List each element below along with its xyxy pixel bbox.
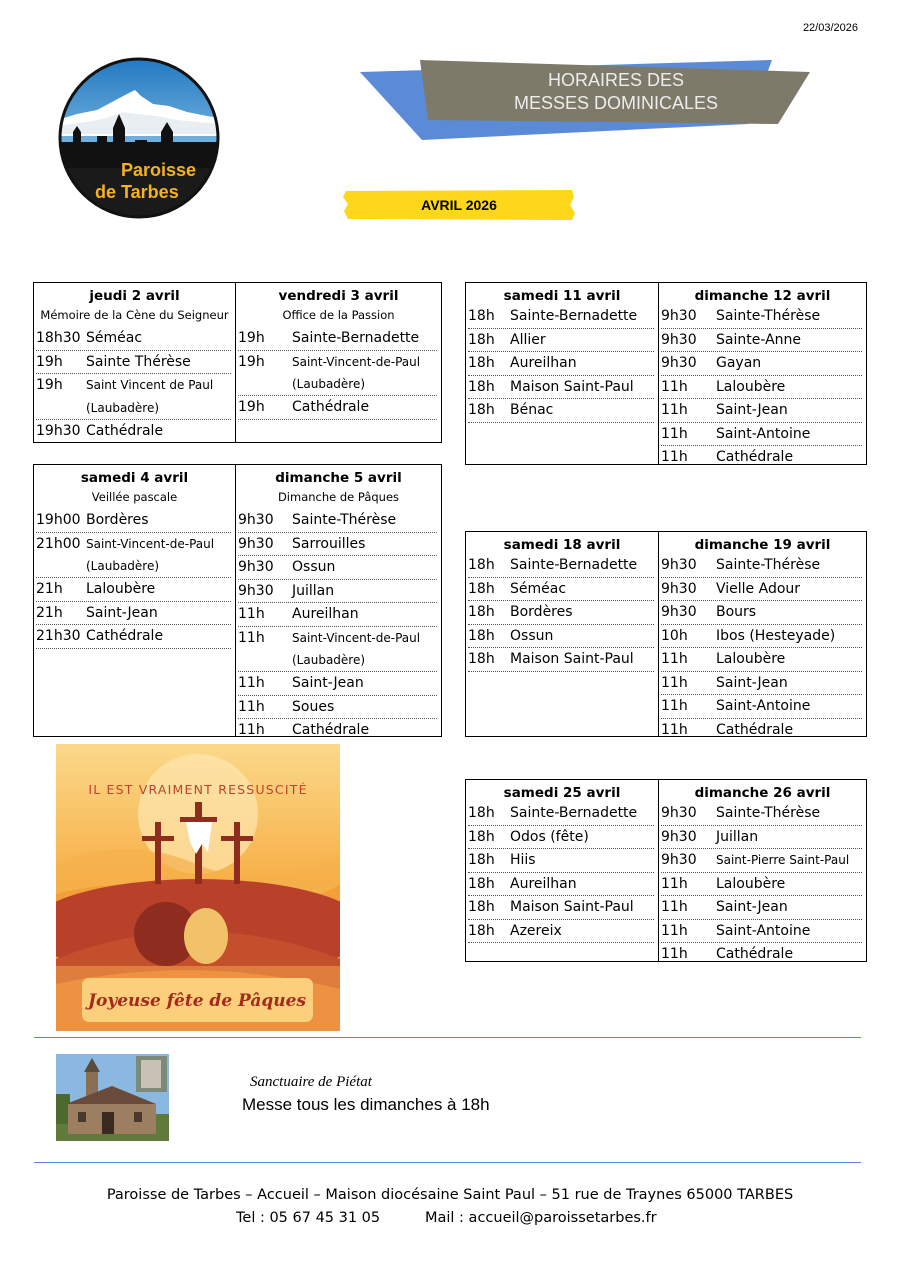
mass-row: 18h Azereix <box>468 920 654 944</box>
mass-row: 21h Saint-Jean <box>36 602 231 626</box>
schedule-day-thursday <box>34 283 235 442</box>
day-title: vendredi 3 avril <box>278 288 399 304</box>
mass-row: 11h Saint-Jean <box>661 672 862 696</box>
schedule-week-3 <box>465 282 867 465</box>
mass-row: 18h Sainte-Bernadette <box>468 305 654 329</box>
sanctuary-mass-text: Messe tous les dimanches à 18h <box>242 1095 490 1114</box>
mass-row: 18h Ossun <box>468 625 654 649</box>
sanctuary-title: Sanctuaire de Piétat <box>250 1074 372 1090</box>
mass-row: 10h Ibos (Hesteyade) <box>661 625 862 649</box>
mass-row: 11h Laloubère <box>661 873 862 897</box>
schedule-week-2 <box>33 464 442 737</box>
footer-address: Paroisse de Tarbes – Accueil – Maison diocésaine Saint Paul – 51 rue de Traynes 65000 TARBES <box>106 1187 794 1203</box>
mass-row: 11h Saint-Vincent-de-Paul (Laubadère) <box>238 627 437 673</box>
schedule-day-friday <box>235 283 441 442</box>
mass-row: 9h30 Sainte-Thérèse <box>661 305 862 329</box>
banner-line1: HORAIRES DES <box>547 70 685 90</box>
mass-row: 19h Saint-Vincent-de-Paul (Laubadère) <box>238 351 437 397</box>
day-title: jeudi 2 avril <box>89 288 180 304</box>
mass-row: 9h30 Saint-Pierre Saint-Paul <box>661 849 862 873</box>
mass-row: 18h Maison Saint-Paul <box>468 376 654 400</box>
schedule-day-sunday <box>235 465 441 736</box>
mass-row: 11h Aureilhan <box>238 603 437 627</box>
mass-row: 11h Saint-Antoine <box>661 423 862 447</box>
mass-row: 11h Cathédrale <box>661 946 794 962</box>
day-subtitle: Office de la Passion <box>282 308 395 322</box>
mass-row: 21h Laloubère <box>36 578 231 602</box>
mass-row: 18h Maison Saint-Paul <box>468 896 654 920</box>
mass-row: 19h00 Bordères <box>36 509 231 533</box>
logo-line1: Paroisse <box>121 160 197 180</box>
month-text: AVRIL 2026 <box>421 197 497 213</box>
schedule-day-sunday <box>658 780 866 961</box>
mass-row: 19h Cathédrale <box>238 396 437 420</box>
mass-row: 11h Cathédrale <box>661 449 794 465</box>
mass-row: 18h Hiis <box>468 849 654 873</box>
mass-row: 18h Bénac <box>468 399 654 423</box>
schedule-day-sunday <box>658 283 866 464</box>
logo-line2: de Tarbes <box>95 182 179 202</box>
day-title: samedi 4 avril <box>80 470 189 486</box>
day-title: dimanche 19 avril <box>694 537 831 553</box>
mass-row: 9h30 Sarrouilles <box>238 533 437 557</box>
mass-row: 18h Séméac <box>468 578 654 602</box>
schedule-day-saturday <box>466 532 658 736</box>
parish-logo <box>57 56 221 220</box>
mass-row: 19h Saint Vincent de Paul (Laubadère) <box>36 374 231 420</box>
schedule-day-saturday <box>466 283 658 464</box>
mass-row: 9h30 Sainte-Thérèse <box>661 554 862 578</box>
day-title: samedi 11 avril <box>503 288 621 304</box>
divider-top <box>34 1037 861 1038</box>
day-title: samedi 25 avril <box>503 785 621 801</box>
title-banner <box>358 58 812 142</box>
easter-bottom-text: Joyeuse fête de Pâques <box>87 991 307 1011</box>
month-label <box>342 189 576 221</box>
mass-row: 9h30 Ossun <box>238 556 437 580</box>
mass-row: 9h30 Juillan <box>238 580 437 604</box>
sanctuary-photo <box>56 1054 169 1141</box>
schedule-day-sunday <box>658 532 866 736</box>
easter-top-text: IL EST VRAIMENT RESSUSCITÉ <box>88 782 308 797</box>
mass-row: 18h Odos (fête) <box>468 826 654 850</box>
mass-row: 9h30 Juillan <box>661 826 862 850</box>
mass-row: 19h Sainte-Bernadette <box>238 327 437 351</box>
mass-row: 11h Saint-Jean <box>238 672 437 696</box>
mass-row: 9h30 Sainte-Thérèse <box>661 802 862 826</box>
mass-row: 18h Aureilhan <box>468 873 654 897</box>
schedule-week-4 <box>465 531 867 737</box>
day-title: samedi 18 avril <box>503 537 621 553</box>
mass-row: 11h Cathédrale <box>661 721 794 738</box>
mass-row: 19h30 Cathédrale <box>36 422 164 439</box>
mass-row: 9h30 Gayan <box>661 352 862 376</box>
print-date: 22/03/2026 <box>802 22 858 34</box>
mass-row: 11h Saint-Antoine <box>661 695 862 719</box>
divider-bottom <box>34 1162 861 1163</box>
mass-row: 11h Laloubère <box>661 648 862 672</box>
schedule-day-saturday <box>466 780 658 961</box>
day-subtitle: Dimanche de Pâques <box>277 490 400 504</box>
mass-row: 18h Aureilhan <box>468 352 654 376</box>
mass-row: 11h Laloubère <box>661 376 862 400</box>
mass-row: 11h Saint-Jean <box>661 896 862 920</box>
footer-mail: Mail : accueil@paroissetarbes.fr <box>425 1210 657 1226</box>
mass-row: 11h Soues <box>238 696 437 720</box>
mass-row: 18h Maison Saint-Paul <box>468 648 654 672</box>
mass-row: 19h Sainte Thérèse <box>36 351 231 375</box>
mass-row: 18h Allier <box>468 329 654 353</box>
schedule-day-saturday <box>34 465 235 736</box>
mass-row: 18h Bordères <box>468 601 654 625</box>
day-subtitle: Veillée pascale <box>91 490 178 504</box>
mass-row: 21h00 Saint-Vincent-de-Paul (Laubadère) <box>36 533 231 579</box>
mass-row: 9h30 Sainte-Anne <box>661 329 862 353</box>
easter-illustration <box>56 744 340 1031</box>
mass-row: 11h Saint-Jean <box>661 399 862 423</box>
banner-line2: MESSES DOMINICALES <box>513 93 719 113</box>
mass-row: 9h30 Vielle Adour <box>661 578 862 602</box>
day-subtitle: Mémoire de la Cène du Seigneur <box>40 308 229 322</box>
mass-row: 18h30 Séméac <box>36 327 231 351</box>
day-title: dimanche 12 avril <box>694 288 831 304</box>
mass-row: 9h30 Bours <box>661 601 862 625</box>
schedule-week-5 <box>465 779 867 962</box>
footer-tel: Tel : 05 67 45 31 05 <box>236 1210 381 1226</box>
mass-row: 18h Sainte-Bernadette <box>468 554 654 578</box>
mass-row: 21h30 Cathédrale <box>36 625 231 649</box>
mass-row: 11h Cathédrale <box>238 722 370 738</box>
schedule-week-1 <box>33 282 442 443</box>
day-title: dimanche 5 avril <box>275 470 402 486</box>
mass-row: 18h Sainte-Bernadette <box>468 802 654 826</box>
mass-row: 11h Saint-Antoine <box>661 920 862 944</box>
mass-row: 9h30 Sainte-Thérèse <box>238 509 437 533</box>
day-title: dimanche 26 avril <box>694 785 831 801</box>
